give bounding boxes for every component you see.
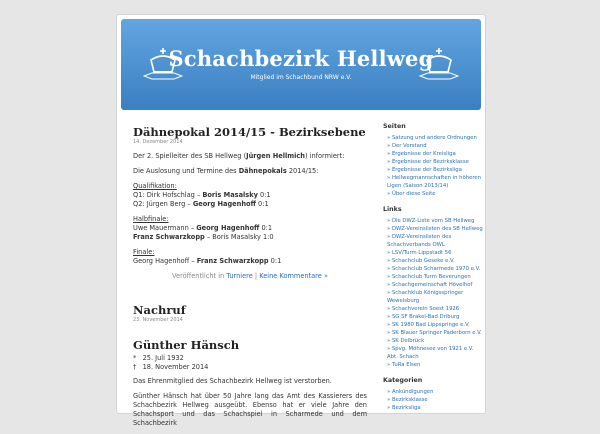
crown-logo-left-icon: [143, 46, 183, 86]
widget-list: [383, 134, 483, 198]
sidebar-link[interactable]: » SK 1980 Bad Lippspringe e.V.: [383, 321, 483, 329]
main-content: [133, 125, 367, 434]
sidebar-link[interactable]: » Schachklub Königsspringer Wewelsburg: [383, 289, 483, 305]
sidebar-link[interactable]: » LSV/Turm Lippstadt 56: [383, 249, 483, 257]
sidebar-link[interactable]: » Die DWZ-Liste vom SB Hellweg: [383, 217, 483, 225]
separator: –: [204, 233, 213, 241]
site-header[interactable]: [121, 19, 481, 110]
sidebar-link[interactable]: » DWZ-Vereinslisten des SB Hellweg: [383, 225, 483, 233]
text: Veröffentlicht in: [172, 272, 227, 280]
game-result: [133, 233, 367, 242]
score: 0:1: [258, 200, 269, 208]
post-meta: [133, 272, 367, 281]
sidebar-link[interactable]: » Ankündigungen: [383, 388, 483, 396]
player: Boris Masalsky: [212, 233, 261, 241]
text: Die Auslosung und Termine des: [133, 167, 239, 175]
sidebar-link[interactable]: » Ergebnisse der Bezirksliga: [383, 166, 483, 174]
sidebar-link[interactable]: » DWZ-Vereinslisten des Schachverbands OWL: [383, 233, 483, 249]
post-nachruf: [133, 303, 367, 428]
post-date: 23. November 2014: [133, 317, 183, 323]
player: Georg Hagenhoff: [196, 224, 260, 232]
death-date: † 18. November 2014: [133, 363, 209, 371]
score: 0:1: [260, 191, 271, 199]
widget-title: Seiten: [383, 123, 406, 130]
post-heading: Günther Hänsch: [133, 338, 240, 352]
birth-date: * 25. Juli 1932: [133, 354, 184, 362]
sidebar-link[interactable]: » TuRa Elsen: [383, 361, 483, 369]
widget-list: [383, 217, 483, 369]
text: Der 2. Spielleiter des SB Hellweg (: [133, 152, 247, 160]
round-block: [133, 182, 367, 209]
player: Georg Hagenhoff: [133, 257, 190, 265]
post-paragraph: Günther Hänsch hat über 50 Jahre lang das Amt des Kassierers des Schachbezirk Hellweg ausgeübt. Ebenso hat er viele Jahre den Schachsport und das Schachspiel in Scharmede und dem Schachbezirk: [133, 392, 367, 427]
score: 0:1: [270, 257, 282, 265]
game-result: [133, 200, 367, 209]
post-date: 14. Dezember 2014: [133, 139, 183, 145]
sidebar-link[interactable]: » SG SF Brakel-Bad Driburg: [383, 313, 483, 321]
sidebar-link[interactable]: » Schachclub Turm Beverungen: [383, 273, 483, 281]
separator: –: [188, 224, 197, 232]
sidebar-link[interactable]: » Satzung und andere Ordnungen: [383, 134, 483, 142]
player: Q2: Jürgen Berg: [133, 200, 186, 208]
sidebar-link[interactable]: » Ergebnisse der Bezirksklasse: [383, 158, 483, 166]
text: Jürgen Hellmich: [246, 152, 305, 160]
post-line: [133, 167, 367, 176]
comments-link[interactable]: Keine Kommentare »: [259, 272, 328, 280]
widget-title: Links: [383, 206, 402, 213]
player: Georg Hagenhoff: [192, 200, 256, 208]
sidebar-link[interactable]: » Ergebnisse der Kreisliga: [383, 150, 483, 158]
site-subtitle: Mitglied im Schachbund NRW e.V.: [250, 74, 352, 81]
round-block: [133, 248, 367, 266]
player: Boris Masalsky: [202, 191, 258, 199]
separator: –: [189, 257, 197, 265]
crown-logo-right-icon: [419, 46, 459, 86]
post-dahnepokal: [133, 125, 367, 281]
round-block: [133, 215, 367, 242]
sidebar-link[interactable]: » SK Delbrück: [383, 337, 483, 345]
post-intro: [133, 152, 367, 161]
page-container: [116, 14, 486, 427]
separator: –: [185, 200, 193, 208]
sidebar-link[interactable]: » Der Vorstand: [383, 142, 483, 150]
player: Uwe Mauermann: [133, 224, 189, 232]
score: 1:0: [262, 233, 274, 241]
sidebar-link[interactable]: » Schachclub Scharmede 1970 e.V.: [383, 265, 483, 273]
sidebar-link[interactable]: » Bezirksklasse: [383, 396, 483, 404]
sidebar-link[interactable]: » Bezirksliga: [383, 404, 483, 412]
text: ) informiert:: [304, 152, 345, 160]
sidebar-link[interactable]: » Schachclub Geseke e.V.: [383, 257, 483, 265]
category-link[interactable]: Turniere: [226, 272, 253, 280]
player: Franz Schwarzkopp: [196, 257, 269, 265]
text: Dähnepokals: [238, 167, 287, 175]
rounds-list: [133, 182, 367, 266]
post-title[interactable]: Nachruf: [133, 303, 186, 317]
player: Q1: Dirk Hofschlag: [133, 191, 195, 199]
sidebar-link[interactable]: » SK Blauer Springer Paderborn e.V.: [383, 329, 483, 337]
score: 0:1: [261, 224, 273, 232]
sidebar-link[interactable]: » Über diese Seite: [383, 190, 483, 198]
game-result: [133, 191, 367, 200]
post-paragraph: Das Ehrenmitglied des Schachbezirk Hellweg ist verstorben.: [133, 377, 332, 385]
sidebar-link[interactable]: » Hellwegmannschaften in höheren Ligen (Saison 2013/14): [383, 174, 483, 190]
game-result: [133, 257, 367, 266]
sidebar-link[interactable]: » Spvg. Möhnesee von 1921 e.V. Abt. Schach: [383, 345, 483, 361]
sidebar-link[interactable]: » Schachgemeinschaft Hövelhof: [383, 281, 483, 289]
text: |: [252, 272, 260, 280]
player: Franz Schwarzkopp: [133, 233, 205, 241]
post-title[interactable]: Dähnepokal 2014/15 - Bezirksebene: [133, 125, 366, 139]
widget-list: [383, 388, 483, 412]
separator: –: [194, 191, 203, 199]
widget-title: Kategorien: [383, 377, 423, 384]
site-title[interactable]: Schachbezirk Hellweg: [168, 46, 434, 71]
round-label: Finale:: [133, 248, 155, 256]
sidebar-link[interactable]: » Schachverein Soest 1926: [383, 305, 483, 313]
sidebar: [383, 123, 483, 420]
round-label: Qualifikation:: [133, 182, 177, 190]
text: 2014/15:: [286, 167, 319, 175]
game-result: [133, 224, 367, 233]
round-label: Halbfinale:: [133, 215, 169, 223]
